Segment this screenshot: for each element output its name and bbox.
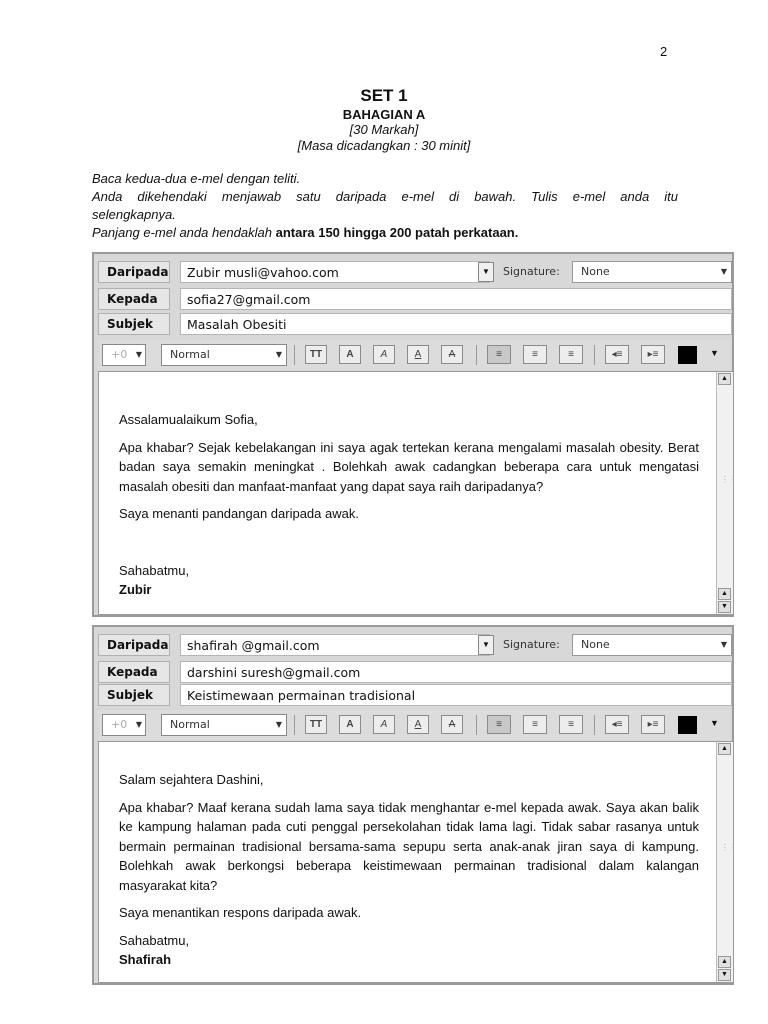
italic-icon[interactable]: A — [373, 715, 395, 734]
underline-icon[interactable]: A — [407, 715, 429, 734]
formatting-toolbar — [98, 710, 730, 740]
scroll-down-icon[interactable]: ▼ — [718, 969, 731, 981]
chevron-down-icon[interactable]: ▼ — [710, 718, 719, 728]
message-body[interactable] — [98, 741, 737, 983]
greeting: Salam sejahtera Dashini, — [119, 772, 264, 787]
bold-icon[interactable]: A — [339, 715, 361, 734]
paragraph: Apa khabar? Maaf kerana sudah lama saya tidak menghantar e-mel kepada awak. Saya akan balik ke kampung halaman pada cuti penggal persekolahan tidak lama lagi. Tidak sabar rasanya untuk bermain permainan tradisional bersama-sama sepupu serta anak-anak jiran saya di kampung. Bolehkah awak berkongsi beberapa keistimewaan permainan tradisional dalam kalangan masyarakat kita? — [119, 799, 699, 893]
paragraph-style-value: Normal — [170, 718, 210, 731]
set-title: SET 1 — [360, 86, 408, 105]
signature-label: Signature: — [503, 638, 560, 651]
from-row — [98, 634, 734, 656]
from-dropdown-icon[interactable]: ▼ — [478, 262, 494, 282]
align-center-icon[interactable]: ≡ — [523, 715, 547, 734]
signature-select[interactable] — [572, 261, 732, 283]
paragraph-style-select[interactable] — [161, 714, 287, 736]
font-size-value: +0 — [111, 718, 128, 731]
from-row — [98, 261, 734, 283]
to-row — [98, 661, 734, 683]
to-label: Kepada — [98, 661, 170, 683]
toolbar-separator — [476, 715, 477, 735]
subject-field[interactable]: Masalah Obesiti — [180, 313, 732, 335]
scroll-up-icon[interactable]: ▲ — [718, 956, 731, 968]
page-number: 2 — [660, 44, 668, 59]
from-label: Daripada — [98, 261, 170, 283]
email-compose-1 — [92, 252, 737, 617]
color-swatch-icon[interactable] — [678, 346, 697, 364]
to-row — [98, 288, 734, 310]
toolbar-separator — [594, 715, 595, 735]
scrollbar[interactable] — [716, 372, 737, 614]
from-label: Daripada — [98, 634, 170, 656]
strikethrough-icon[interactable]: A — [441, 715, 463, 734]
teletype-icon[interactable]: TT — [305, 715, 327, 734]
chevron-down-icon: ▼ — [135, 720, 142, 729]
strikethrough-icon[interactable]: A — [441, 345, 463, 364]
to-field[interactable]: sofia27@gmail.com — [180, 288, 732, 310]
instruction-line-2-cont: selengkapnya. — [92, 207, 176, 222]
scroll-up-icon[interactable]: ▲ — [718, 373, 731, 385]
color-swatch-icon[interactable] — [678, 716, 697, 734]
paragraph-style-value: Normal — [170, 348, 210, 361]
message-text — [119, 410, 699, 600]
message-text — [119, 770, 699, 970]
from-dropdown-icon[interactable]: ▼ — [478, 635, 494, 655]
outdent-icon[interactable]: ◂≡ — [605, 715, 629, 734]
italic-icon[interactable]: A — [373, 345, 395, 364]
instruction-word-count: antara 150 hingga 200 patah perkataan. — [275, 225, 519, 240]
greeting: Assalamualaikum Sofia, — [119, 412, 258, 427]
instructions — [92, 170, 678, 242]
closing: Sahabatmu, — [119, 562, 190, 578]
sender-name: Shafirah — [119, 952, 172, 967]
formatting-toolbar — [98, 340, 730, 370]
font-size-select[interactable] — [102, 714, 146, 736]
paragraph: Saya menanti pandangan daripada awak. — [119, 506, 359, 521]
chevron-down-icon: ▼ — [275, 720, 282, 729]
font-size-select[interactable] — [102, 344, 146, 366]
align-center-icon[interactable]: ≡ — [523, 345, 547, 364]
email-compose-2 — [92, 625, 737, 985]
align-left-icon[interactable]: ≡ — [487, 715, 511, 734]
section-title: BAHAGIAN A — [342, 107, 426, 122]
closing: Sahabatmu, — [119, 932, 190, 948]
from-field[interactable]: shafirah @gmail.com — [180, 634, 490, 656]
to-label: Kepada — [98, 288, 170, 310]
from-field[interactable]: Zubir musli@vahoo.com — [180, 261, 490, 283]
toolbar-separator — [294, 715, 295, 735]
align-left-icon[interactable]: ≡ — [487, 345, 511, 364]
chevron-down-icon: ▼ — [720, 267, 727, 276]
sender-name: Zubir — [119, 582, 152, 597]
signature-value: None — [581, 265, 610, 278]
signature-select[interactable] — [572, 634, 732, 656]
font-size-value: +0 — [111, 348, 128, 361]
align-right-icon[interactable]: ≡ — [559, 345, 583, 364]
indent-icon[interactable]: ▸≡ — [641, 345, 665, 364]
time-label: [Masa dicadangkan : 30 minit] — [297, 138, 471, 153]
signature-label: Signature: — [503, 265, 560, 278]
subject-label: Subjek — [98, 313, 170, 335]
chevron-down-icon: ▼ — [720, 640, 727, 649]
scrollbar[interactable] — [716, 742, 737, 982]
scroll-up-icon[interactable]: ▲ — [718, 743, 731, 755]
paragraph: Saya menantikan respons daripada awak. — [119, 905, 362, 920]
marks-label: [30 Markah] — [349, 122, 419, 137]
paragraph-style-select[interactable] — [161, 344, 287, 366]
subject-row — [98, 313, 734, 335]
instruction-line-1: Baca kedua-dua e-mel dengan teliti. — [92, 171, 301, 186]
scroll-grip-icon[interactable]: ⋮⋮ — [721, 475, 737, 484]
toolbar-separator — [476, 345, 477, 365]
teletype-icon[interactable]: TT — [305, 345, 327, 364]
bold-icon[interactable]: A — [339, 345, 361, 364]
instruction-length-text: Panjang e-mel anda hendaklah — [92, 225, 276, 240]
subject-row — [98, 684, 734, 706]
to-field[interactable]: darshini suresh@gmail.com — [180, 661, 732, 683]
subject-field[interactable]: Keistimewaan permainan tradisional — [180, 684, 732, 706]
scroll-grip-icon[interactable]: ⋮⋮ — [721, 843, 737, 852]
paragraph: Apa khabar? Sejak kebelakangan ini saya agak tertekan kerana mengalami masalah obesity. Berat badan saya semakin meningkat . Bolehkah awak cadangkan beberapa cara untuk mengatasi masalah obesiti dan manfaat-manfaat yang dapat saya raih daripadanya? — [119, 439, 699, 494]
indent-icon[interactable]: ▸≡ — [641, 715, 665, 734]
toolbar-separator — [294, 345, 295, 365]
scroll-down-icon[interactable]: ▼ — [718, 601, 731, 613]
scroll-up-icon[interactable]: ▲ — [718, 588, 731, 600]
chevron-down-icon: ▼ — [275, 350, 282, 359]
message-body[interactable] — [98, 371, 737, 615]
align-right-icon[interactable]: ≡ — [559, 715, 583, 734]
underline-icon[interactable]: A — [407, 345, 429, 364]
instruction-line-2: Anda dikehendaki menjawab satu daripada e-mel di bawah. Tulis e-mel anda itu — [92, 189, 678, 204]
chevron-down-icon: ▼ — [135, 350, 142, 359]
instruction-line-3 — [92, 224, 678, 242]
subject-label: Subjek — [98, 684, 170, 706]
outdent-icon[interactable]: ◂≡ — [605, 345, 629, 364]
chevron-down-icon[interactable]: ▼ — [710, 348, 719, 358]
toolbar-separator — [594, 345, 595, 365]
signature-value: None — [581, 638, 610, 651]
